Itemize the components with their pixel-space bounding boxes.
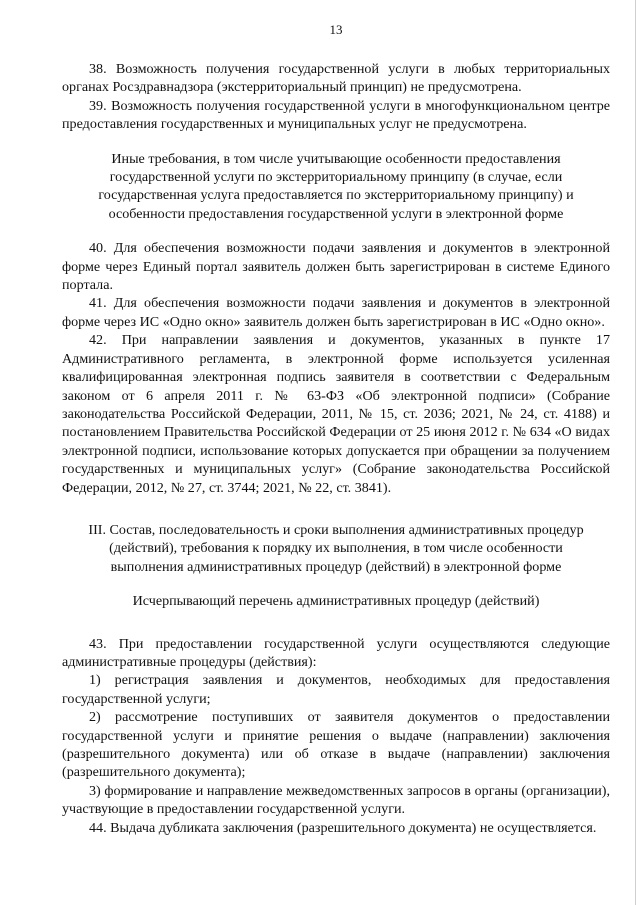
paragraph-38: 38. Возможность получения государственной услуги в любых территориальных органах Росздравнадзора (экстерриториальный принцип) не предусмотрена.: [62, 61, 610, 96]
paragraph-42: 42. При направлении заявления и документов, указанных в пункте 17 Административного регламента, в электронной форме используется усиленная квалифицированная электронная подпись заявителя в соответствии с Федеральным законом от 6 апреля 2011 г. № 63-ФЗ «Об электронной подписи» (Собрание законодательства Российской Федерации, 2011, № 15, ст. 2036; 2021, № 24, ст. 4188) и постановлением Правительства Российской Федерации от 25 июня 2012 г. № 634 «О видах электронной подписи, использование которых допускается при обращении за получением государственных и муниципальных услуг» (Собрание законодательства Российской Федерации, 2012, № 27, ст. 3744; 2021, № 22, ст. 3841).: [62, 332, 610, 496]
paragraph-40: 40. Для обеспечения возможности подачи заявления и документов в электронной форме через Единый портал заявитель должен быть зарегистрирован в системе Единого портала.: [62, 240, 610, 294]
heading-section-3: III. Состав, последовательность и сроки выполнения административных процедур (действий), требования к порядку их выполнения, в том числе особенности выполнения административных процедур (действий) в электронной форме: [88, 521, 584, 575]
paragraph-43-item-3: 3) формирование и направление межведомственных запросов в органы (организации), участвующие в предоставлении государственной услуги.: [62, 782, 610, 818]
paragraph-41: 41. Для обеспечения возможности подачи заявления и документов в электронной форме через ИС «Одно окно» заявитель должен быть зарегистрирован в ИС «Одно окно».: [62, 295, 610, 330]
paragraph-43: 43. При предоставлении государственной услуги осуществляются следующие административные процедуры (действия):: [62, 635, 610, 670]
page-number: 13: [329, 22, 343, 37]
page-edge: [635, 0, 636, 905]
heading-exhaustive-list: Исчерпывающий перечень административных процедур (действий): [132, 593, 540, 610]
paragraph-44: 44. Выдача дубликата заключения (разрешительного документа) не осуществляется.: [89, 819, 597, 836]
paragraph-39: 39. Возможность получения государственной услуги в многофункциональном центре предоставления государственных и муниципальных услуг не предусмотрена.: [62, 97, 610, 133]
paragraph-43-item-1: 1) регистрация заявления и документов, необходимых для предоставления государственной услуги;: [62, 672, 610, 707]
paragraph-43-item-2: 2) рассмотрение поступивших от заявителя документов о предоставлении государственной услуги и принятие решения о выдаче (направлении) заключения (разрешительного документа) или об отказе в выдаче (направлении) заключения (разрешительного документа);: [62, 709, 610, 781]
heading-other-requirements: Иные требования, в том числе учитывающие особенности предоставления государственной услуги по экстерриториальному принципу (в случае, если государственная услуга предоставляется по экстерриториальному принципу) и особенности предоставления государственной услуги в электронной форме: [98, 150, 574, 222]
